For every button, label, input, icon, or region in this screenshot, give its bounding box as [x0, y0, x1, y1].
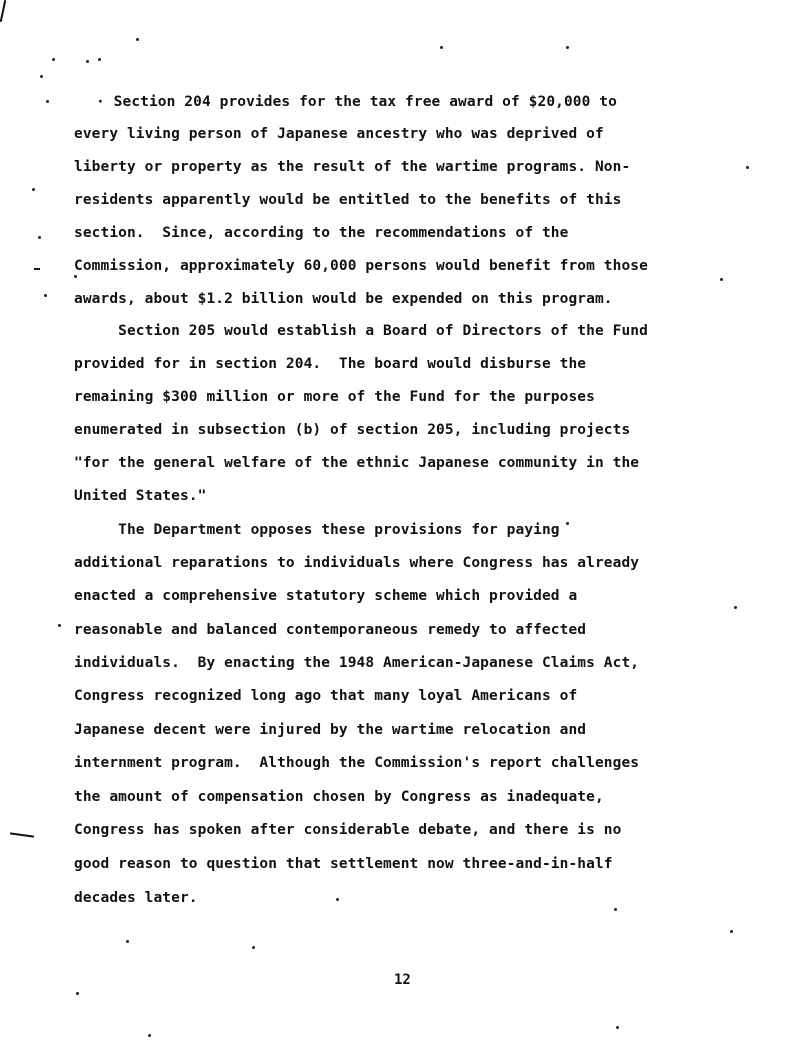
text-line: Japanese decent were injured by the wartime relocation and	[74, 722, 587, 738]
scan-speck	[614, 908, 617, 911]
scan-mark	[34, 268, 40, 270]
text-line: provided for in section 204. The board would disburse the	[74, 356, 587, 372]
scan-speck	[76, 992, 79, 995]
scan-speck	[566, 522, 569, 525]
scan-mark	[0, 0, 6, 22]
text-line: decades later.	[74, 890, 198, 906]
scan-speck	[38, 236, 41, 239]
text-line: liberty or property as the result of the wartime programs. Non-	[74, 159, 631, 175]
scan-speck	[734, 606, 737, 609]
text-line: additional reparations to individuals where Congress has already	[74, 555, 640, 571]
scan-speck	[616, 1026, 619, 1029]
text-line: enumerated in subsection (b) of section 205, including projects	[74, 422, 631, 438]
scan-speck	[252, 946, 255, 949]
scan-speck	[720, 278, 723, 281]
text-line: "for the general welfare of the ethnic Japanese community in the	[74, 455, 640, 471]
text-line: residents apparently would be entitled to the benefits of this	[74, 192, 622, 208]
text-line: section. Since, according to the recommendations of the	[74, 225, 569, 241]
scan-speck	[746, 166, 749, 169]
scan-speck	[86, 60, 89, 63]
text-line: good reason to question that settlement now three-and-in-half	[74, 856, 613, 872]
scan-speck	[730, 930, 733, 933]
text-line: Commission, approximately 60,000 persons would benefit from those	[74, 258, 648, 274]
scan-speck	[44, 294, 47, 297]
scan-speck	[52, 58, 55, 61]
page-number: 12	[394, 972, 411, 988]
text-line: remaining $300 million or more of the Fund for the purposes	[74, 389, 595, 405]
scan-mark	[10, 832, 34, 837]
text-line: The Department opposes these provisions for paying	[74, 522, 560, 538]
scan-speck	[98, 58, 101, 61]
scan-speck	[46, 100, 49, 103]
text-line: United States."	[74, 488, 207, 504]
text-line: · Section 204 provides for the tax free award of $20,000 to	[96, 94, 617, 110]
scan-speck	[440, 46, 443, 49]
scan-speck	[136, 38, 139, 41]
text-line: enacted a comprehensive statutory scheme which provided a	[74, 588, 578, 604]
text-line: Section 205 would establish a Board of Directors of the Fund	[74, 323, 648, 339]
text-line: individuals. By enacting the 1948 American-Japanese Claims Act,	[74, 655, 640, 671]
scan-speck	[336, 898, 339, 901]
scan-speck	[148, 1034, 151, 1037]
text-line: Congress has spoken after considerable debate, and there is no	[74, 822, 622, 838]
text-line: reasonable and balanced contemporaneous remedy to affected	[74, 622, 587, 638]
scan-speck	[32, 188, 35, 191]
scan-speck	[74, 275, 77, 278]
text-line: awards, about $1.2 billion would be expended on this program.	[74, 291, 613, 307]
text-line: every living person of Japanese ancestry who was deprived of	[74, 126, 604, 142]
text-line: Congress recognized long ago that many loyal Americans of	[74, 688, 578, 704]
scan-speck	[58, 624, 61, 627]
scan-speck	[40, 75, 43, 78]
text-line: internment program. Although the Commission's report challenges	[74, 755, 640, 771]
scan-speck	[566, 46, 569, 49]
text-line: the amount of compensation chosen by Congress as inadequate,	[74, 789, 604, 805]
scan-speck	[126, 940, 129, 943]
